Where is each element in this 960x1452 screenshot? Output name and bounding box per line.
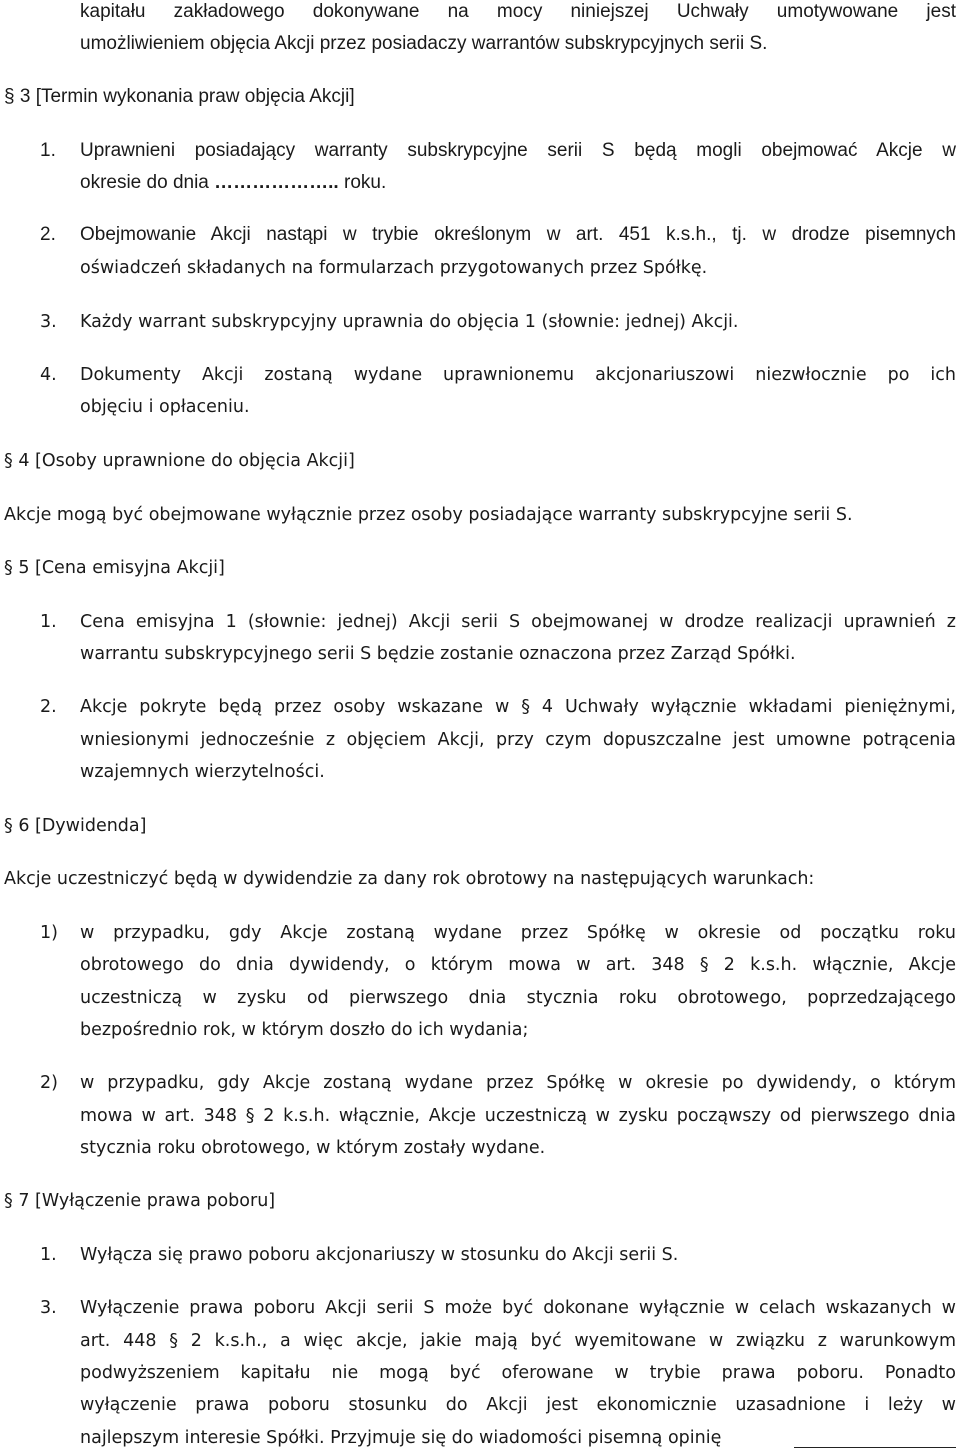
list-number: 2.: [40, 224, 56, 245]
text-line: warrantu subskrypcyjnego serii S będzie zostanie oznaczona przez Zarząd Spółki.: [80, 644, 796, 664]
text-line: Wyłączenie prawa poboru Akcji serii S może być dokonane wyłącznie w celach wskazanych w: [80, 1298, 956, 1318]
text-line: wyłączenie prawa poboru stosunku do Akcji jest ekonomicznie uzasadnione i leży w: [80, 1395, 956, 1415]
text-line: w przypadku, gdy Akcje zostaną wydane przez Spółkę w okresie po dywidendy, o którym: [80, 1073, 956, 1093]
text-line: podwyższeniem kapitału nie mogą być oferowane w trybie prawa poboru. Ponadto: [80, 1363, 956, 1383]
section-heading: § 7 [Wyłączenie prawa poboru]: [4, 1191, 276, 1211]
list-number: 1.: [40, 1245, 57, 1265]
date-placeholder: ………………..: [214, 172, 339, 193]
text-line: oświadczeń składanych na formularzach przygotowanych przez Spółkę.: [80, 258, 708, 278]
section-heading: § 4 [Osoby uprawnione do objęcia Akcji]: [4, 451, 355, 471]
text-line: najlepszym interesie Spółki. Przyjmuje się do wiadomości pisemną opinię: [80, 1428, 722, 1448]
text-line: wniesionymi jednocześnie z objęciem Akcji, przy czym dopuszczalne jest umowne potrącenia: [80, 730, 956, 750]
text-line: objęciu i opłaceniu.: [80, 397, 250, 417]
text-line: kapitału zakładowego dokonywane na mocy niniejszej Uchwały umotywowane jest: [80, 1, 956, 22]
list-number: 2): [40, 1073, 58, 1093]
section-heading: § 3 [Termin wykonania praw objęcia Akcji]: [4, 86, 355, 107]
text-line: uczestniczą w zysku od pierwszego dnia stycznia roku obrotowego, poprzedzającego: [80, 988, 956, 1008]
text-line: Uprawnieni posiadający warranty subskrypcyjne serii S będą mogli obejmować Akcje w: [80, 140, 956, 161]
text-line: art. 448 § 2 k.s.h., a więc akcje, jakie mają być wyemitowane w związku z warunkowym: [80, 1331, 956, 1351]
list-number: 3.: [40, 312, 57, 332]
section-heading: § 6 [Dywidenda]: [4, 816, 147, 836]
text-line: Cena emisyjna 1 (słownie: jednej) Akcji serii S obejmowanej w drodze realizacji uprawnień z: [80, 612, 956, 632]
text-line: Obejmowanie Akcji nastąpi w trybie określonym w art. 451 k.s.h., tj. w drodze pisemnych: [80, 224, 956, 245]
text-line: obrotowego do dnia dywidendy, o którym mowa w art. 348 § 2 k.s.h. włącznie, Akcje: [80, 955, 956, 975]
list-number: 1): [40, 923, 58, 943]
text-line: stycznia roku obrotowego, w którym zostały wydane.: [80, 1138, 546, 1158]
text-line: Akcje mogą być obejmowane wyłącznie przez osoby posiadające warranty subskrypcyjne serii S.: [4, 505, 853, 525]
text-line: [80, 171, 386, 195]
text-fragment: roku.: [338, 172, 387, 193]
list-number: 4.: [40, 365, 57, 385]
text-line: wzajemnych wierzytelności.: [80, 762, 325, 782]
text-line: Dokumenty Akcji zostaną wydane uprawnionemu akcjonariuszowi niezwłocznie po ich: [80, 365, 956, 385]
text-line: Każdy warrant subskrypcyjny uprawnia do objęcia 1 (słownie: jednej) Akcji.: [80, 312, 739, 332]
text-line: umożliwieniem objęcia Akcji przez posiadaczy warrantów subskrypcyjnych serii S.: [80, 33, 768, 54]
text-line: Akcje pokryte będą przez osoby wskazane w § 4 Uchwały wyłącznie wkładami pieniężnymi,: [80, 697, 956, 717]
section-heading: § 5 [Cena emisyjna Akcji]: [4, 558, 225, 578]
text-line: mowa w art. 348 § 2 k.s.h. włącznie, Akcje uczestniczą w zysku począwszy od pierwszego dnia: [80, 1106, 956, 1126]
text-line: w przypadku, gdy Akcje zostaną wydane przez Spółkę w okresie od początku roku: [80, 923, 956, 943]
list-number: 2.: [40, 697, 57, 717]
list-number: 3.: [40, 1298, 57, 1318]
list-number: 1.: [40, 612, 57, 632]
list-number: 1.: [40, 140, 56, 161]
text-line: Akcje uczestniczyć będą w dywidendzie za dany rok obrotowy na następujących warunkach:: [4, 869, 815, 889]
signature-blank-line: [794, 1447, 956, 1448]
text-line: bezpośrednio rok, w którym doszło do ich wydania;: [80, 1020, 529, 1040]
text-fragment: okresie do dnia: [80, 172, 215, 193]
text-line: Wyłącza się prawo poboru akcjonariuszy w stosunku do Akcji serii S.: [80, 1245, 679, 1265]
